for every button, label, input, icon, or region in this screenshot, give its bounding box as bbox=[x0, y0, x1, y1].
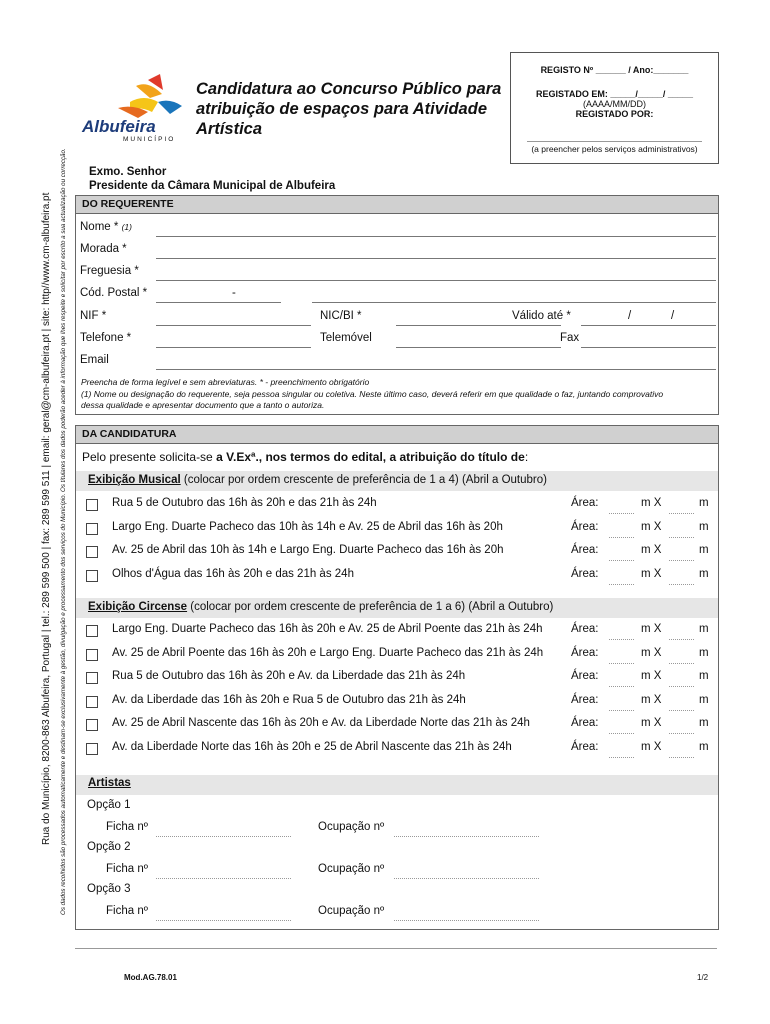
circense-area-length-field[interactable] bbox=[669, 757, 694, 758]
artistas-band bbox=[76, 775, 718, 795]
circense-area-width-field[interactable] bbox=[609, 639, 634, 640]
logo-sub: MUNICÍPIO bbox=[123, 136, 176, 143]
circense-option-label: Av. 25 de Abril Poente das 16h às 20h e Largo Eng. Duarte Pacheco das 21h às 24h bbox=[112, 646, 544, 659]
ocupacao-field[interactable] bbox=[394, 836, 539, 837]
musical-mx-label: m X bbox=[641, 544, 662, 556]
fax-label: Fax bbox=[560, 332, 580, 344]
circense-area-width-field[interactable] bbox=[609, 686, 634, 687]
codpostal-field-1[interactable] bbox=[156, 302, 281, 303]
musical-area-label: Área: bbox=[571, 520, 599, 533]
form-code: Mod.AG.78.01 bbox=[124, 973, 177, 982]
circense-option-label: Rua 5 de Outubro das 16h às 20h e Av. da Liberdade das 21h às 24h bbox=[112, 670, 466, 682]
circense-mx-label: m X bbox=[641, 717, 662, 729]
musical-area-label: Área: bbox=[571, 567, 599, 580]
musical-option-checkbox[interactable] bbox=[86, 570, 98, 582]
musical-option-label: Olhos d'Água das 16h às 20h e das 21h às 24h bbox=[112, 567, 354, 580]
candidatura-intro: Pelo presente solicita-se a V.Exª., nos termos do edital, a atribuição do título de: bbox=[82, 450, 529, 464]
musical-area-length-field[interactable] bbox=[669, 560, 694, 561]
telemovel-label: Telemóvel bbox=[320, 332, 372, 344]
circense-area-label: Área: bbox=[571, 693, 599, 706]
addressee-line-2: Presidente da Câmara Municipal de Albufeira bbox=[89, 180, 336, 192]
requerente-note-3: dessa qualidade e apresentar documento que a tanto o autoriza. bbox=[81, 400, 325, 410]
requerente-header: DO REQUERENTE bbox=[76, 196, 718, 214]
musical-area-width-field[interactable] bbox=[609, 513, 634, 514]
circense-option-label: Av. da Liberdade Norte das 16h às 20h e 25 de Abril Nascente das 21h às 24h bbox=[112, 740, 512, 753]
musical-area-label: Área: bbox=[571, 544, 599, 556]
page-number: 1/2 bbox=[697, 973, 709, 982]
musical-mx-label: m X bbox=[641, 520, 662, 533]
form-title bbox=[196, 79, 516, 139]
circense-area-label: Área: bbox=[571, 717, 599, 729]
nome-label: Nome * (1) bbox=[80, 221, 132, 233]
circense-area-label: Área: bbox=[571, 623, 599, 635]
circense-m-label: m bbox=[699, 623, 709, 635]
ocupacao-field[interactable] bbox=[394, 920, 539, 921]
nome-field[interactable] bbox=[156, 236, 716, 237]
ocupacao-label: Ocupação nº bbox=[318, 905, 385, 917]
email-label: Email bbox=[80, 354, 109, 366]
musical-mx-label: m X bbox=[641, 497, 662, 509]
footer-divider bbox=[75, 948, 717, 949]
ficha-field[interactable] bbox=[156, 878, 291, 879]
candidatura-section bbox=[75, 425, 719, 930]
musical-option-checkbox[interactable] bbox=[86, 523, 98, 535]
telefone-label: Telefone * bbox=[80, 332, 132, 344]
artistas-heading: Artistas bbox=[88, 777, 131, 789]
musical-m-label: m bbox=[699, 497, 709, 509]
albufeira-logo bbox=[78, 72, 193, 147]
circense-area-width-field[interactable] bbox=[609, 733, 634, 734]
codpostal-dash: - bbox=[232, 287, 236, 299]
circense-area-length-field[interactable] bbox=[669, 639, 694, 640]
valido-slash-2: / bbox=[671, 310, 675, 322]
musical-area-length-field[interactable] bbox=[669, 584, 694, 585]
telefone-field[interactable] bbox=[156, 347, 311, 348]
morada-label: Morada * bbox=[80, 243, 127, 255]
circense-option-checkbox[interactable] bbox=[86, 672, 98, 684]
ocupacao-field[interactable] bbox=[394, 878, 539, 879]
musical-m-label: m bbox=[699, 544, 709, 556]
artista-opcao-label: Opção 1 bbox=[87, 799, 131, 811]
circense-mx-label: m X bbox=[641, 670, 662, 682]
nicbi-label: NIC/BI * bbox=[320, 310, 362, 322]
valido-slash-1: / bbox=[628, 310, 632, 322]
circense-mx-label: m X bbox=[641, 646, 662, 659]
ficha-label: Ficha nº bbox=[106, 821, 148, 833]
circense-area-width-field[interactable] bbox=[609, 757, 634, 758]
codpostal-label: Cód. Postal * bbox=[80, 287, 148, 299]
date-format: (AAAA/MM/DD) bbox=[583, 99, 646, 109]
circense-area-length-field[interactable] bbox=[669, 686, 694, 687]
freguesia-field[interactable] bbox=[156, 280, 716, 281]
ficha-field[interactable] bbox=[156, 920, 291, 921]
circense-area-label: Área: bbox=[571, 740, 599, 753]
registo-numero: REGISTO Nº ______ / Ano:_______ bbox=[540, 65, 689, 75]
circense-m-label: m bbox=[699, 717, 709, 729]
ocupacao-label: Ocupação nº bbox=[318, 863, 385, 875]
musical-m-label: m bbox=[699, 520, 709, 533]
musical-m-label: m bbox=[699, 567, 709, 580]
circense-option-label: Largo Eng. Duarte Pacheco das 16h às 20h e Av. 25 de Abril Poente das 21h às 24h bbox=[112, 623, 543, 635]
requerente-note-2: (1) Nome ou designação do requerente, seja pessoa singular ou coletiva. Neste último caso, deverá referir em que qualidade o faz, juntando comprovativo bbox=[81, 389, 664, 399]
telemovel-field[interactable] bbox=[396, 347, 561, 348]
title-line-3: Artística bbox=[196, 120, 263, 138]
circense-option-checkbox[interactable] bbox=[86, 743, 98, 755]
freguesia-label: Freguesia * bbox=[80, 265, 139, 277]
circense-m-label: m bbox=[699, 740, 709, 753]
musical-option-label: Rua 5 de Outubro das 16h às 20h e das 21h às 24h bbox=[112, 497, 377, 509]
musical-heading: Exibição Musical (colocar por ordem crescente de preferência de 1 a 4) (Abril a Outubro) bbox=[88, 474, 547, 486]
circense-m-label: m bbox=[699, 646, 709, 659]
artista-opcao-label: Opção 3 bbox=[87, 883, 131, 895]
circense-option-checkbox[interactable] bbox=[86, 649, 98, 661]
title-line-2: atribuição de espaços para Atividade bbox=[196, 100, 487, 118]
nome-note: (1) bbox=[121, 222, 132, 232]
circense-area-label: Área: bbox=[571, 646, 599, 659]
requerente-note-1: Preencha de forma legível e sem abreviaturas. * - preenchimento obrigatório bbox=[81, 377, 370, 387]
circense-mx-label: m X bbox=[641, 623, 662, 635]
candidatura-header: DA CANDIDATURA bbox=[76, 426, 718, 444]
circense-m-label: m bbox=[699, 670, 709, 682]
valido-label: Válido até * bbox=[512, 310, 571, 322]
morada-field[interactable] bbox=[156, 258, 716, 259]
musical-area-width-field[interactable] bbox=[609, 584, 634, 585]
circense-m-label: m bbox=[699, 693, 709, 706]
circense-option-checkbox[interactable] bbox=[86, 696, 98, 708]
circense-mx-label: m X bbox=[641, 740, 662, 753]
circense-area-width-field[interactable] bbox=[609, 663, 634, 664]
ocupacao-label: Ocupação nº bbox=[318, 821, 385, 833]
addressee-line-1: Exmo. Senhor bbox=[89, 166, 167, 178]
requerente-section bbox=[75, 195, 719, 415]
musical-option-checkbox[interactable] bbox=[86, 499, 98, 511]
musical-mx-label: m X bbox=[641, 567, 662, 580]
circense-option-label: Av. da Liberdade das 16h às 20h e Rua 5 de Outubro das 21h às 24h bbox=[112, 693, 466, 706]
valido-field[interactable] bbox=[581, 325, 716, 326]
sidebar-privacy: Os dados recolhidos são processados automaticamente e destinam-se exclusivamente à gestão, divulgação e processamento dos serviços do Município. Os titulares dos dados poderão aceder à informação que lhes respeite e solicitar por escrito a sua actualização ou correcção. bbox=[60, 148, 67, 915]
circense-area-length-field[interactable] bbox=[669, 663, 694, 664]
circense-area-label: Área: bbox=[571, 670, 599, 682]
fax-field[interactable] bbox=[581, 347, 716, 348]
logo-name: Albufeira bbox=[82, 117, 156, 136]
registo-note: (a preencher pelos serviços administrativos) bbox=[531, 144, 698, 154]
registo-box bbox=[510, 52, 719, 164]
musical-area-length-field[interactable] bbox=[669, 537, 694, 538]
musical-area-width-field[interactable] bbox=[609, 560, 634, 561]
musical-area-label: Área: bbox=[571, 497, 599, 509]
title-line-1: Candidatura ao Concurso Público para bbox=[196, 80, 502, 98]
ficha-field[interactable] bbox=[156, 836, 291, 837]
circense-option-checkbox[interactable] bbox=[86, 719, 98, 731]
musical-area-length-field[interactable] bbox=[669, 513, 694, 514]
codpostal-field-2[interactable] bbox=[312, 302, 716, 303]
email-field[interactable] bbox=[156, 369, 716, 370]
artista-opcao-label: Opção 2 bbox=[87, 841, 131, 853]
registado-por: REGISTADO POR: bbox=[575, 109, 654, 119]
circense-heading: Exibição Circense (colocar por ordem crescente de preferência de 1 a 6) (Abril a Outubro) bbox=[88, 601, 554, 613]
circense-area-length-field[interactable] bbox=[669, 733, 694, 734]
circense-option-label: Av. 25 de Abril Nascente das 16h às 20h e Av. da Liberdade Norte das 21h às 24h bbox=[112, 717, 530, 729]
sidebar-address: Rua do Município, 8200-863 Albufeira, Portugal | tel.: 289 599 500 | fax: 289 599 511 | email: geral@cm-albufeira.pt | site: http//www.cm-albufeira.pt bbox=[41, 192, 52, 845]
nicbi-field[interactable] bbox=[396, 325, 561, 326]
musical-option-label: Largo Eng. Duarte Pacheco das 10h às 14h e Av. 25 de Abril das 16h às 20h bbox=[112, 520, 503, 533]
circense-mx-label: m X bbox=[641, 693, 662, 706]
musical-area-width-field[interactable] bbox=[609, 537, 634, 538]
nif-label: NIF * bbox=[80, 310, 107, 322]
ficha-label: Ficha nº bbox=[106, 905, 148, 917]
circense-area-width-field[interactable] bbox=[609, 710, 634, 711]
musical-option-label: Av. 25 de Abril das 10h às 14h e Largo Eng. Duarte Pacheco das 16h às 20h bbox=[112, 544, 504, 556]
circense-option-checkbox[interactable] bbox=[86, 625, 98, 637]
nif-field[interactable] bbox=[156, 325, 311, 326]
musical-option-checkbox[interactable] bbox=[86, 546, 98, 558]
circense-area-length-field[interactable] bbox=[669, 710, 694, 711]
ficha-label: Ficha nº bbox=[106, 863, 148, 875]
registado-em: REGISTADO EM: _____/_____/ _____ bbox=[536, 89, 693, 99]
